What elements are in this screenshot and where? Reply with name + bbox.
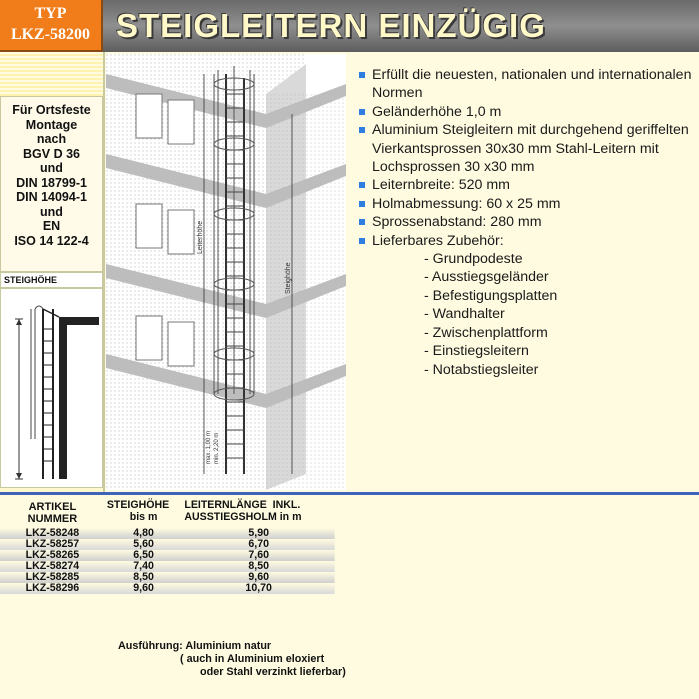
artikel-cell: LKZ-58257	[25, 538, 80, 550]
feature-item: Holmabmessung: 60 x 25 mm	[358, 195, 693, 213]
feature-item: Erfüllt die neuesten, nationalen und internationalen Normen	[358, 66, 693, 103]
building-ladder-drawing	[106, 54, 346, 490]
steighoehe-dim-label: Steighöhe	[285, 262, 292, 294]
norm-line: ISO 14 122-4	[14, 233, 89, 248]
artikel-cell: LKZ-58274	[25, 560, 80, 572]
artikel-cell: LKZ-58296	[25, 582, 80, 594]
artikel-cell: LKZ-58248	[25, 527, 80, 539]
feature-item: Aluminium Steigleitern mit durchgehend geriffelten Vierkantsprossen 30x30 mm Stahl-Leitern mit Lochsprossen 30 x30 mm	[358, 121, 693, 176]
article-table-grid	[0, 496, 335, 594]
section-divider	[0, 492, 699, 495]
norm-line: BGV D 36	[23, 146, 80, 161]
col-header-artikel: ARTIKEL NUMMER	[0, 496, 105, 528]
laenge-cell: 6,70	[248, 538, 269, 550]
feature-item: Leiternbreite: 520 mm	[358, 176, 693, 194]
feature-list	[358, 66, 693, 379]
type-number: LKZ-58200	[10, 26, 91, 43]
feature-item: Lieferbares Zubehör:	[358, 232, 693, 250]
execution-line: ( auch in Aluminium eloxiert	[180, 653, 325, 665]
norm-line: DIN 14094-1	[16, 190, 87, 204]
artikel-cell: LKZ-58285	[25, 571, 80, 583]
norm-line: Für Ortsfeste	[12, 103, 91, 117]
execution-line: Ausführung: Aluminium natur	[118, 640, 272, 652]
norm-line: und	[40, 204, 63, 219]
accessory-item: - Notabstiegsleiter	[424, 361, 539, 378]
laenge-cell: 5,90	[248, 527, 269, 539]
ladder-schematic	[0, 288, 103, 488]
norm-line: DIN 18799-1	[16, 175, 87, 190]
page-title: STEIGLEITERN EINZÜGIG	[116, 7, 546, 44]
max-dim-label: max. 1,00 m	[206, 430, 212, 464]
laenge-cell: 8,50	[248, 560, 269, 572]
type-badge	[0, 0, 103, 52]
ladder-schematic-icon	[1, 289, 102, 487]
execution-note	[118, 640, 346, 679]
col-header-leiternlaenge: LEITERNLÄNGE INKL. AUSSTIEGSHOLM in m	[182, 496, 335, 528]
steighoehe-cell: 9,60	[133, 582, 154, 594]
article-table	[0, 496, 335, 594]
decorative-stripes	[0, 52, 103, 96]
steighoehe-cell: 7,40	[133, 560, 154, 572]
accessory-item: - Einstiegsleitern	[424, 343, 529, 360]
steighoehe-cell: 4,80	[133, 527, 154, 539]
min-dim-label: min. 2,20 m	[214, 432, 220, 464]
steighoehe-cell: 6,50	[133, 549, 154, 561]
steighoehe-label: STEIGHÖHE	[0, 272, 103, 288]
norm-line: EN	[42, 219, 61, 233]
laenge-cell: 10,70	[245, 582, 272, 594]
column-divider	[103, 52, 105, 492]
norms-box	[0, 96, 103, 272]
type-label: TYP	[34, 5, 67, 22]
accessory-item: - Grundpodeste	[424, 251, 523, 268]
laenge-cell: 7,60	[248, 549, 269, 561]
table-row	[0, 583, 335, 594]
accessory-item: - Befestigungsplatten	[424, 287, 558, 304]
leiterhoehe-label: Leiterhöhe	[197, 220, 204, 254]
norm-line: nach	[36, 132, 67, 146]
building-ladder-icon	[106, 54, 346, 490]
laenge-cell: 9,60	[248, 571, 269, 583]
accessory-item: - Ausstiegsgeländer	[424, 269, 549, 286]
steighoehe-cell: 8,50	[133, 571, 154, 583]
feature-item: Sprossenabstand: 280 mm	[358, 213, 693, 231]
steighoehe-cell: 5,60	[133, 538, 154, 550]
execution-line: oder Stahl verzinkt lieferbar)	[200, 666, 346, 678]
accessory-item: - Zwischenplattform	[424, 324, 548, 341]
artikel-cell: LKZ-58265	[25, 549, 80, 561]
feature-item: Geländerhöhe 1,0 m	[358, 103, 693, 121]
norm-line: und	[40, 161, 63, 175]
norm-line: Montage	[25, 117, 78, 132]
accessory-item: - Wandhalter	[424, 306, 505, 323]
col-header-steighoehe: STEIGHÖHE bis m	[105, 496, 183, 528]
